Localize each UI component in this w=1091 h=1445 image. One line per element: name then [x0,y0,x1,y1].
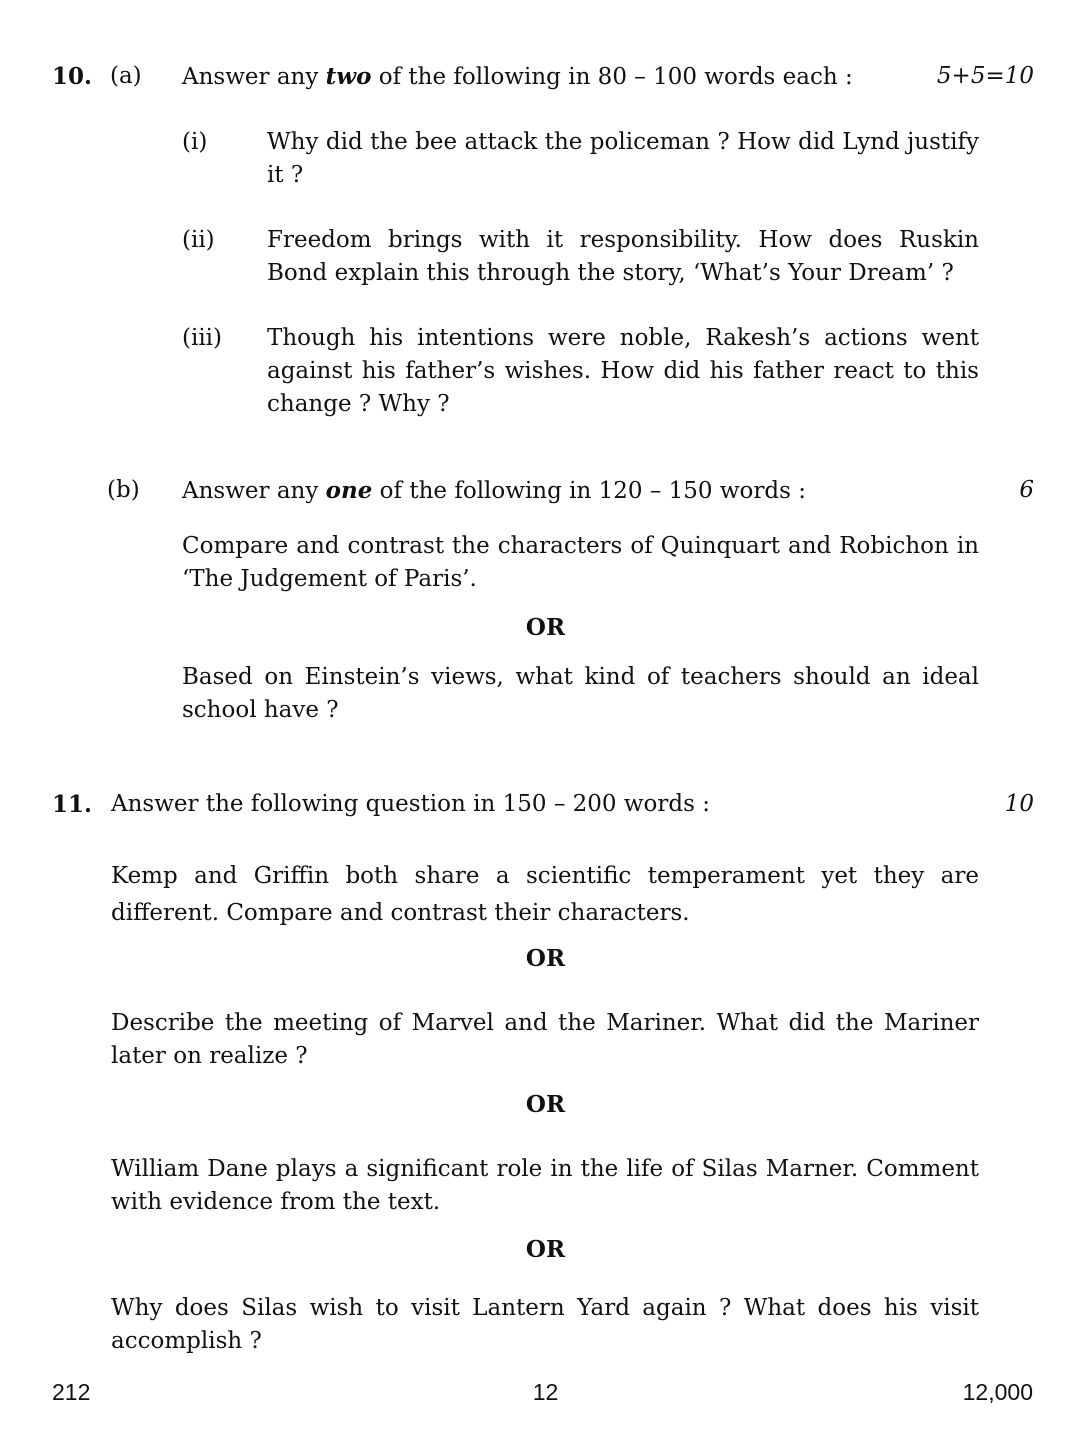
q11-instruction: Answer the following question in 150 – 200 words : [111,791,710,817]
q10-a-item-label: (i) [182,129,208,155]
q11-option-4: Why does Silas wish to visit Lantern Yard again ? What does his visit accomplish ? [111,1295,979,1354]
q10-b-option-2: Based on Einstein’s views, what kind of teachers should an ideal school have ? [182,664,979,723]
q11-option-3: William Dane plays a significant role in the life of Silas Marner. Comment with evidence from the text. [111,1156,979,1215]
footer-copies: 12,000 [962,1379,1033,1405]
q10-a-item-label: (iii) [182,325,223,351]
or-divider: OR [525,945,566,972]
q10-part-a-instruction: Answer any two of the following in 80 – 100 words each : [182,63,853,90]
q10-part-b-label: (b) [107,477,140,503]
q10-a-item-text: Why did the bee attack the policeman ? How did Lynd justify it ? [267,129,979,188]
q10-b-option-1: Compare and contrast the characters of Quinquart and Robichon in ‘The Judgement of Paris’. [182,533,979,592]
q10-a-item-text: Freedom brings with it responsibility. How does Ruskin Bond explain this through the story, ‘What’s Your Dream’ ? [267,227,979,286]
q10-part-b-instruction: Answer any one of the following in 120 – 150 words : [182,477,806,504]
footer-paper-code: 212 [52,1379,91,1405]
or-divider: OR [525,1091,566,1118]
footer-page-number: 12 [532,1379,559,1405]
q10-a-item-label: (ii) [182,227,215,253]
or-divider: OR [525,614,566,641]
emphasis-one: one [325,477,373,504]
q10-part-a-label: (a) [110,63,142,89]
q10-part-a-marks: 5+5=10 [936,63,1034,89]
q10-part-b-marks: 6 [1019,477,1034,503]
q11-marks: 10 [1004,791,1034,817]
question-10-number: 10. [52,63,93,90]
emphasis-two: two [325,63,372,90]
question-11-number: 11. [52,791,93,818]
or-divider: OR [525,1236,566,1263]
q10-a-item-text: Though his intentions were noble, Rakesh’s actions went against his father’s wishes. How did his father react to this change ? Why ? [267,325,979,417]
q11-option-2: Describe the meeting of Marvel and the Mariner. What did the Mariner later on realize ? [111,1010,979,1069]
q11-option-1: Kemp and Griffin both share a scientific temperament yet they are different. Compare and contrast their characters. [111,863,979,926]
